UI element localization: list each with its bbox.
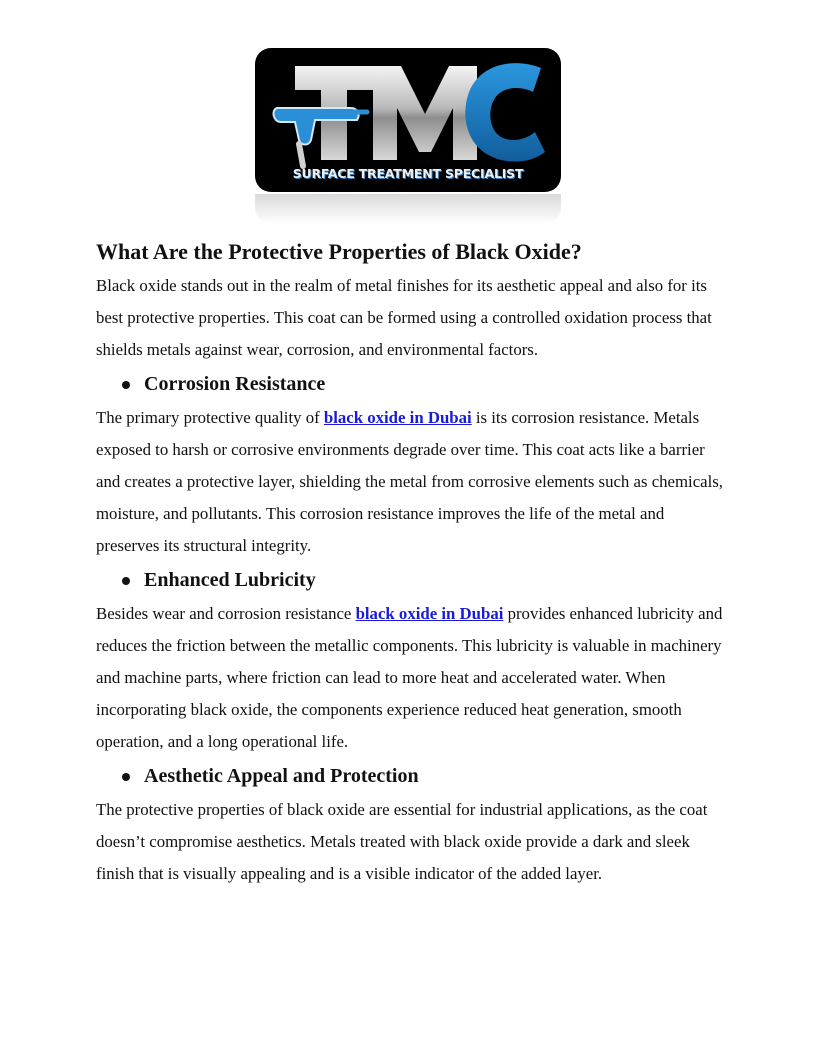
section-heading-enhanced-lubricity (96, 562, 726, 598)
paragraph-text: The primary protective quality of (96, 408, 324, 427)
section-paragraph-aesthetic-appeal: The protective properties of black oxide are essential for industrial applications, as the coat doesn’t compromise aesthetics. Metals treated with black oxide provide a dark and sleek finish that is visually appealing and is a visible indicator of the added layer. (96, 800, 708, 883)
section-heading-label: Aesthetic Appeal and Protection (144, 765, 419, 787)
paragraph-text: provides enhanced lubricity and reduces the friction between the metallic components. This lubricity is valuable in machinery and machine parts, where friction can lead to more heat and accelerated water. When incorporating black oxide, the components experience reduced heat generation, smooth operation, and a long operational life. (96, 604, 723, 751)
section-heading-label: Corrosion Resistance (144, 373, 326, 395)
bullet-icon (122, 773, 130, 781)
logo-reflection (255, 194, 561, 224)
section-heading-corrosion-resistance (96, 366, 726, 402)
section-paragraph-enhanced-lubricity (96, 598, 726, 758)
logo-letter-m (373, 66, 477, 160)
section-heading-aesthetic-appeal (96, 758, 726, 794)
article (96, 236, 726, 890)
intro-paragraph: Black oxide stands out in the realm of metal finishes for its aesthetic appeal and also for its best protective properties. This coat can be formed using a controlled oxidation process that shields metals against wear, corrosion, and environmental factors. (96, 276, 712, 359)
paragraph-text: Besides wear and corrosion resistance (96, 604, 356, 623)
logo-letter-c (465, 63, 545, 161)
section-paragraph-corrosion-resistance (96, 402, 726, 562)
logo-badge (255, 48, 561, 192)
black-oxide-dubai-link[interactable]: black oxide in Dubai (355, 604, 504, 623)
spray-gun-icon (274, 108, 367, 166)
bullet-icon (122, 381, 130, 389)
company-logo (255, 48, 561, 224)
black-oxide-dubai-link[interactable]: black oxide in Dubai (323, 408, 472, 427)
bullet-icon (122, 577, 130, 585)
paragraph-text: is its corrosion resistance. Metals exposed to harsh or corrosive environments degrade over time. This coat acts like a barrier and creates a protective layer, shielding the metal from corrosive elements such as chemicals, moisture, and pollutants. This corrosion resistance improves the life of the metal and preserves its structural integrity. (96, 408, 723, 555)
article-title: What Are the Protective Properties of Black Oxide? (96, 239, 582, 264)
logo-tagline: SURFACE TREATMENT SPECIALIST (292, 166, 524, 181)
section-heading-label: Enhanced Lubricity (144, 569, 316, 591)
